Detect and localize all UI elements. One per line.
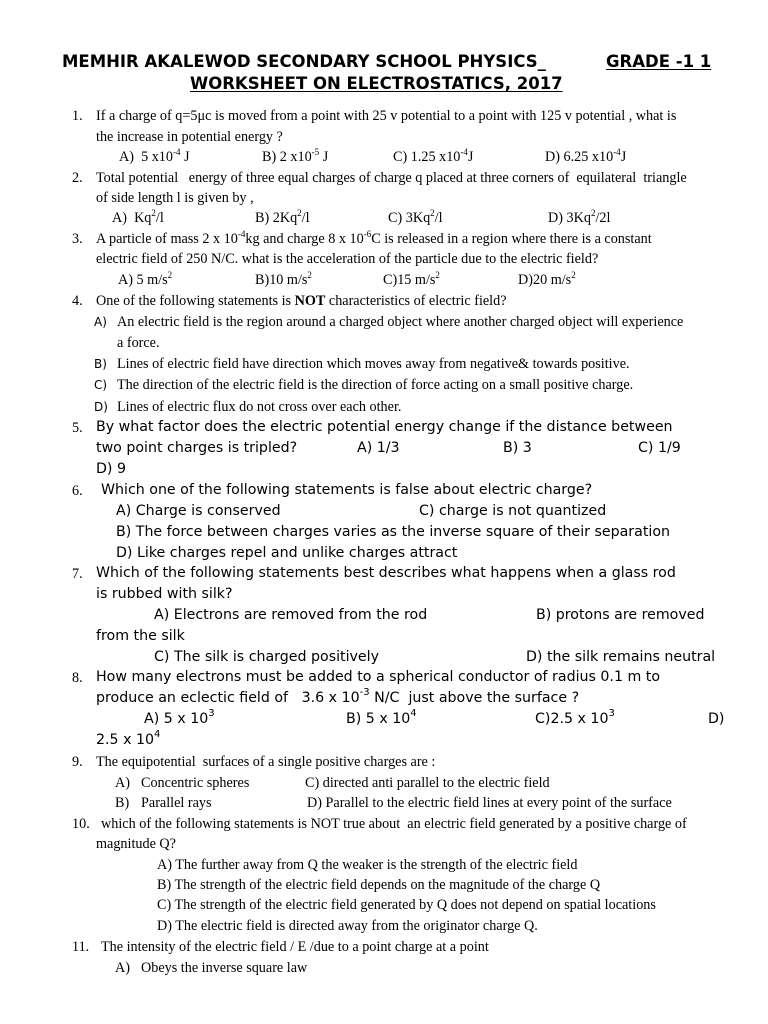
q2-option-a: A) Kq$^2$/l	[112, 208, 164, 226]
q3-option-a: A) 5 $m/s^2$	[118, 270, 173, 288]
q4-option-b: Lines of electric field have direction which moves away from negative& towards positive.	[117, 356, 630, 372]
q8-option-d: 2.5 x $10^4$	[96, 729, 161, 748]
q1-option-c: C) 1.25 $x10^{-4}J$	[393, 147, 474, 165]
q5-option-a: A) 1/3	[357, 440, 400, 456]
q7-option-b-cont: from the silk	[96, 628, 185, 644]
q5-option-d: D) 9	[96, 461, 126, 477]
q8-option-a: A) 5 x $10^3$	[144, 708, 215, 727]
q11-stem: The intensity of the electric field / E /due to a point charge at a point	[101, 939, 489, 955]
worksheet-title: WORKSHEET ON ELECTROSTATICS, 2017	[190, 74, 563, 93]
q7-stem-line1: Which of the following statements best describes what happens when a glass rod	[96, 565, 676, 581]
q9-option-b-label: B)	[115, 795, 130, 811]
q4-option-c-label: C)	[94, 378, 108, 392]
q7-number: 7.	[72, 566, 83, 582]
header-title	[62, 52, 546, 71]
q8-option-d-label: D)	[708, 711, 725, 727]
q5-option-b: B) 3	[503, 440, 532, 456]
q3-option-c: C)15 $m/s^2$	[383, 270, 440, 288]
q1-stem-line2: the increase in potential energy ?	[96, 129, 283, 145]
q7-option-c: C) The silk is charged positively	[154, 649, 379, 665]
q4-option-a-line1: An electric field is the region around a charged object where another charged object will experience	[117, 314, 684, 330]
q6-option-c: C) charge is not quantized	[419, 503, 607, 519]
q9-option-d: D) Parallel to the electric field lines at every point of the surface	[307, 795, 672, 811]
q10-option-a: A) The further away from Q the weaker is the strength of the electric field	[157, 857, 578, 873]
q9-number: 9.	[72, 754, 83, 770]
q4-option-a-label: A)	[94, 315, 107, 329]
q3-stem-line2: electric field of 250 N/C. what is the acceleration of the particle due to the electric field?	[96, 251, 599, 267]
q10-option-d: D) The electric field is directed away from the originator charge Q.	[157, 918, 538, 934]
q8-option-b: B) 5 x $10^4$	[346, 708, 417, 727]
q6-stem: Which one of the following statements is false about electric charge?	[101, 482, 593, 498]
q11-option-a-label: A)	[115, 960, 130, 976]
q8-stem-line2: produce an eclectic field of 3.6 x $10^{-3}$ N/C just above the surface ?	[96, 687, 580, 706]
q7-option-b: B) protons are removed	[536, 607, 705, 623]
q2-option-c: C) 3Kq$^2$/l	[388, 208, 443, 226]
q11-option-a: Obeys the inverse square law	[141, 960, 308, 976]
grade-label: GRADE -1 1	[606, 52, 712, 71]
q9-option-a: Concentric spheres	[141, 775, 250, 791]
q10-option-b: B) The strength of the electric field depends on the magnitude of the charge Q	[157, 877, 601, 893]
q7-option-d: D) the silk remains neutral	[526, 649, 716, 665]
q4-stem: One of the following statements is NOT characteristics of electric field?	[96, 293, 507, 309]
q9-option-b: Parallel rays	[141, 795, 212, 811]
q10-stem-line2: magnitude Q?	[96, 836, 176, 852]
q6-option-b: B) The force between charges varies as the inverse square of their separation	[116, 524, 670, 540]
q3-stem-line1: A particle of mass 2 x $10^{-4}kg$ and charge 8 x $10^{-6}C$ is released in a region where there is a constant	[96, 229, 652, 247]
school-title: MEMHIR AKALEWOD SECONDARY SCHOOL PHYSICS_	[62, 52, 546, 71]
q5-stem-line2: two point charges is tripled?	[96, 440, 298, 456]
q8-stem-line1: How many electrons must be added to a spherical conductor of radius 0.1 m to	[96, 669, 661, 685]
q6-option-d: D) Like charges repel and unlike charges attract	[116, 545, 458, 561]
q5-option-c: C) 1/9	[638, 440, 681, 456]
q10-number: 10.	[72, 816, 90, 832]
q3-option-d: D)20 $m/s^2$	[518, 270, 576, 288]
q5-number: 5.	[72, 420, 83, 436]
q1-option-b: B) 2 $x10^{-5}$ J	[262, 147, 329, 165]
q6-number: 6.	[72, 483, 83, 499]
q8-option-c: C)2.5 x $10^3$	[535, 708, 615, 727]
q8-number: 8.	[72, 670, 83, 686]
q4-option-d-label: D)	[94, 400, 108, 414]
q9-option-c: C) directed anti parallel to the electric field	[305, 775, 550, 791]
q10-stem-line1: which of the following statements is NOT true about an electric field generated by a positive charge of	[101, 816, 687, 832]
q2-stem-line2: of side length l is given by ,	[96, 190, 254, 206]
q1-option-d: D) 6.25 $x10^{-4}J$	[545, 147, 627, 165]
q2-option-b: B) 2Kq$^2$/l	[255, 208, 310, 226]
q7-stem-line2: is rubbed with silk?	[96, 586, 233, 602]
q4-number: 4.	[72, 293, 83, 309]
q6-option-a: A) Charge is conserved	[116, 503, 281, 519]
q9-option-a-label: A)	[115, 775, 130, 791]
q5-stem-line1: By what factor does the electric potential energy change if the distance between	[96, 419, 673, 435]
q4-option-c: The direction of the electric field is the direction of force acting on a small positive charge.	[117, 377, 634, 393]
q10-option-c: C) The strength of the electric field generated by Q does not depend on spatial locations	[157, 897, 656, 913]
q3-option-b: B)10 $m/s^2$	[255, 270, 312, 288]
q1-option-a: A) 5 $x10^{-4}$ J	[119, 147, 190, 165]
q9-stem: The equipotential surfaces of a single positive charges are :	[96, 754, 436, 770]
q4-option-b-label: B)	[94, 357, 107, 371]
q4-option-a-line2: a force.	[117, 335, 160, 351]
q1-number: 1.	[72, 108, 83, 124]
q2-number: 2.	[72, 170, 83, 186]
q4-option-d: Lines of electric flux do not cross over each other.	[117, 399, 402, 415]
q7-option-a: A) Electrons are removed from the rod	[154, 607, 428, 623]
q2-option-d: D) 3Kq$^2$/2l	[548, 208, 611, 226]
q11-number: 11.	[72, 939, 90, 955]
q2-stem-line1: Total potential energy of three equal charges of charge q placed at three corners of equilateral triangle	[96, 170, 687, 186]
q1-stem-line1: If a charge of q=5μc is moved from a point with 25 v potential to a point with 125 v potential , what is	[96, 108, 677, 124]
q3-number: 3.	[72, 231, 83, 247]
